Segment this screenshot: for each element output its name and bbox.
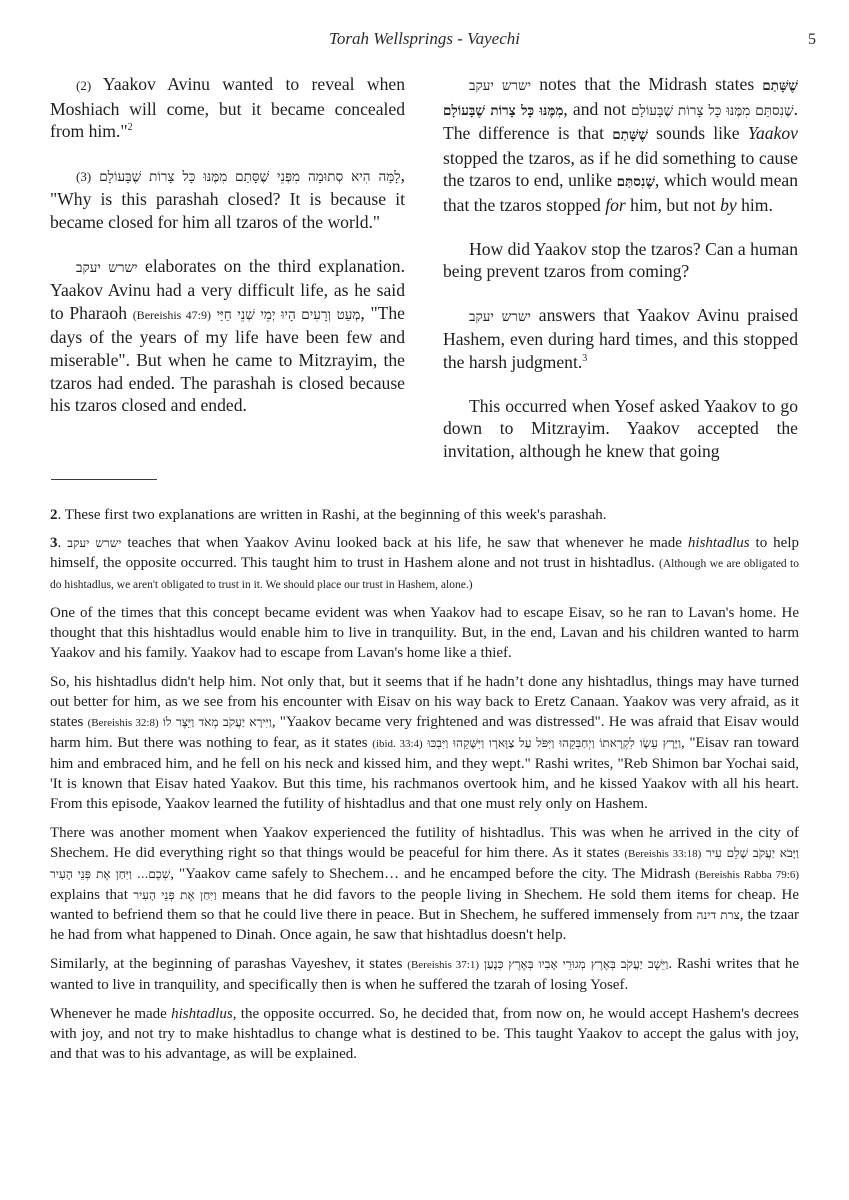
hebrew-author-name: ישרש יעקב xyxy=(469,78,532,94)
footnote-text: . These first two explanations are written in Rashi, at the beginning of this week's parashah. xyxy=(57,507,607,523)
hebrew-quote: וַיִּירָא יַעֲקֹב מְאֹד וַיֵּצֶר לוֹ xyxy=(162,715,272,729)
italic-word: hishtadlus xyxy=(687,535,750,551)
paragraph-text: elaborates on the third explanation. Yaakov Avinu had a very difficult life, as he said to Pharaoh xyxy=(50,255,405,323)
paragraph-text: him, but not xyxy=(625,194,721,215)
paragraph-explanation-2 xyxy=(50,73,405,143)
paragraph-text: sounds like xyxy=(647,123,748,144)
paragraph-yosef-invitation: This occurred when Yosef asked Yaakov to go down to Mitzrayim. Yaakov accepted the invitation, although he knew that going xyxy=(443,395,798,461)
hebrew-author-name: ישרש יעקב xyxy=(76,259,138,276)
footnote-text: to help himself, the opposite occurred. This taught him to trust in Hashem alone and not trust in hishtadlus. xyxy=(50,535,799,571)
paragraph-text: , and not xyxy=(563,98,632,119)
paragraph-text: stopped the tzaros, as if he did something to cause the tzaros to end, unlike xyxy=(443,147,798,191)
hebrew-quote: מְעַט וְרָעִים הָיוּ יְמֵי שְׁנֵי חַיַּי xyxy=(216,306,361,323)
footnote-text: . xyxy=(57,535,68,551)
source-reference: (Bereishis 37:1) xyxy=(407,959,479,971)
italic-word: hishtadlus xyxy=(171,1006,233,1022)
footnote-text: means that he did favors to the people living in Shechem. He sold them items for cheap. He wanted to befriend them so that he could live there in peace. But in Shechem, he suffered immensely from xyxy=(50,887,799,923)
paragraph-text: him. xyxy=(736,194,773,215)
italic-word: by xyxy=(720,194,737,215)
paragraph-text: , "The days of the years of my life have been few and miserable". But when he came to Mitzrayim, the tzaros had ended. The parashah is closed because his tzaros closed and ended. xyxy=(50,302,405,416)
source-reference: (ibid. 33:4) xyxy=(372,738,423,750)
paragraph-question: How did Yaakov stop the tzaros? Can a human being prevent tzaros from coming? xyxy=(443,238,798,282)
footnote-text: explains that xyxy=(50,887,134,903)
hebrew-quote: שֶׁנִסתַּם מִמֶּנּוּ כָּל צָרוֹת שֶׁבָּעוֹלָם xyxy=(631,102,794,119)
page-number: 5 xyxy=(808,31,816,48)
footnote-paragraph-conclusion xyxy=(50,1004,799,1064)
paragraph-text: answers that Yaakov Avinu praised Hashem, even during hard times, and this stopped the harsh judgment. xyxy=(443,304,798,372)
footnote-paragraph-shechem xyxy=(50,823,799,945)
source-reference: (Bereishis Rabba 79:6) xyxy=(695,869,799,881)
hebrew-author-name: ישרש יעקב xyxy=(469,308,531,325)
paragraph-text: notes that the Midrash states xyxy=(531,74,763,94)
footnote-text: , "Eisav ran toward him and embraced him, and he fell on his neck and kissed him, and they wept." Rashi writes, "Reb Shimon bar Yochai said, 'It is known that Eisav hated Yaakov. But this time, his rachmanos overtook him, and he kissed Yaakov with all his heart. From this episode, Yaakov learned the futility of hishtadlus and that one must rely only on Hashem. xyxy=(50,735,800,812)
footnote-paragraph-vayeshev xyxy=(50,954,799,995)
hebrew-quote: לָמָּה הִיא סְתוּמָה מִפְּנֵי שֶׁסָּתַם מִמֶּנּוּ כָּל צָרוֹת שֶׁבָּעוֹלָם xyxy=(99,168,401,185)
footnote-number: 2 xyxy=(50,507,58,523)
footnote-paragraph-eisav xyxy=(50,672,799,814)
item-number: (3) xyxy=(76,168,92,184)
left-column xyxy=(50,73,405,438)
footnote-paragraph-lavan: One of the times that this concept became evident was when Yaakov had to escape Eisav, so he ran to Lavan's home. He thought that this hishtadlus would enable him to live in tranquility. But, in the end, Lavan and his children wanted to harm Yaakov and his family. Yaakov had to escape from Lavan's home like a thief. xyxy=(50,605,799,661)
footnote-number: 3 xyxy=(50,535,58,551)
paragraph-text: Yaakov Avinu wanted to reveal when Moshiach will come, but it became concealed from him." xyxy=(50,74,405,142)
paragraph-text: . The difference is that xyxy=(443,98,798,144)
footnote-ref-3: 3 xyxy=(582,353,588,365)
paragraph-answer xyxy=(443,304,798,374)
paragraph-midrash-notes xyxy=(443,73,798,217)
hebrew-quote: וַיָּבֹא יַעֲקֹב שָׁלֵם עִיר שְׁכֶם... וַיִּחַן אֶת פְּנֵי הָעִיר xyxy=(50,846,800,881)
footnote-text: Whenever he made xyxy=(50,1006,172,1022)
paragraph-explanation-3 xyxy=(50,164,405,234)
footnote-text: There was another moment when Yaakov experienced the futility of hishtadlus. This was when he arrived in the city of Shechem. He did everything right so that things would be peaceful for him there. As it states xyxy=(50,825,799,861)
footnote-separator xyxy=(51,479,157,480)
source-reference: (Bereishis 33:18) xyxy=(624,848,702,860)
footnote-text: . Rashi writes that he wanted to live in tranquility, and specifically then is when he suffered the tzarah of losing Yosef. xyxy=(50,956,800,993)
source-reference: (Bereishis 32:8) xyxy=(87,717,159,729)
paragraph-elaborates xyxy=(50,255,405,417)
paragraph-text: , "Why is this parashah closed? It is because it became closed for him all tzaros of the world." xyxy=(50,164,405,232)
footnote-text: , "Yaakov became very frightened and was distressed". He was afraid that Eisav would harm him. But there was nothing to fear, as it states xyxy=(50,714,800,751)
hebrew-word: שֶׁנִסתַּם xyxy=(616,174,655,191)
parenthetical-note: (Although we are obligated to do hishtadlus, we aren't obligated to trust in it. We should place our trust in Hashem, alone.) xyxy=(50,558,800,591)
footnotes-section xyxy=(50,505,799,1073)
hebrew-quote: וַיָּרָץ עֵשָׂו לִקְרָאתוֹ וַיְחַבְּקֵהוּ וַיִּפֹּל עַל צַוָּארָו וַיִּשָּׁקֵהוּ וַיִּבְכּוּ xyxy=(427,736,682,750)
hebrew-quote: שֶׁשָּׁתַם מִמֶּנּוּ כָּל צָרוֹת שֶׁבָּעוֹלָם xyxy=(443,78,798,119)
footnote-text: So, his hishtadlus didn't help him. Not only that, but it seems that if he hadn’t done any hishtadlus, things may have turned out better for him, as we see from his encounter with Eisav on his way back to Eretz Canaan. Yaakov was very afraid, as it states xyxy=(50,674,799,730)
hebrew-quote: וַיֵּשֶׁב יַעֲקֹב בְּאֶרֶץ מְגוּרֵי אָבִיו בְּאֶרֶץ כְּנָעַן xyxy=(483,957,669,971)
footnote-text: teaches that when Yaakov Avinu looked back at his life, he saw that whenever he made xyxy=(121,535,688,551)
hebrew-quote: וַיִּחַן אֶת פְּנֵי הָעִיר xyxy=(133,888,217,902)
footnote-text: , "Yaakov came safely to Shechem… and he encamped before the city. The Midrash xyxy=(170,866,696,882)
paragraph-text: , which would mean that the tzaros stopped xyxy=(443,170,798,215)
footnote-ref-2: 2 xyxy=(127,122,133,134)
running-header-title: Torah Wellsprings - Vayechi xyxy=(329,29,520,48)
footnote-3 xyxy=(50,533,799,595)
footnote-2 xyxy=(50,505,799,525)
item-number: (2) xyxy=(76,78,92,93)
italic-word: for xyxy=(605,194,626,215)
footnote-text: , the tzaar he had from what happened to Dinah. Once again, he saw that hishtadlus doesn't help. xyxy=(50,907,799,943)
source-reference: (Bereishis 47:9) xyxy=(132,307,211,322)
footnote-text: Similarly, at the beginning of parashas Vayeshev, it states xyxy=(50,956,408,972)
right-column xyxy=(443,73,798,483)
hebrew-word: שֶׁשָּׁתַם xyxy=(612,127,648,144)
hebrew-quote: צרת דינה xyxy=(696,908,740,922)
footnote-text: , the opposite occurred. So, he decided that, from now on, he would accept Hashem's decrees with joy, and not try to make hishtadlus to change what is destined to be. This taught Yaakov to accept the galus with joy, and that was to his advantage, as will be explained. xyxy=(50,1006,799,1062)
hebrew-author-name: ישרש יעקב xyxy=(67,536,122,550)
italic-word: Yaakov xyxy=(747,123,798,144)
